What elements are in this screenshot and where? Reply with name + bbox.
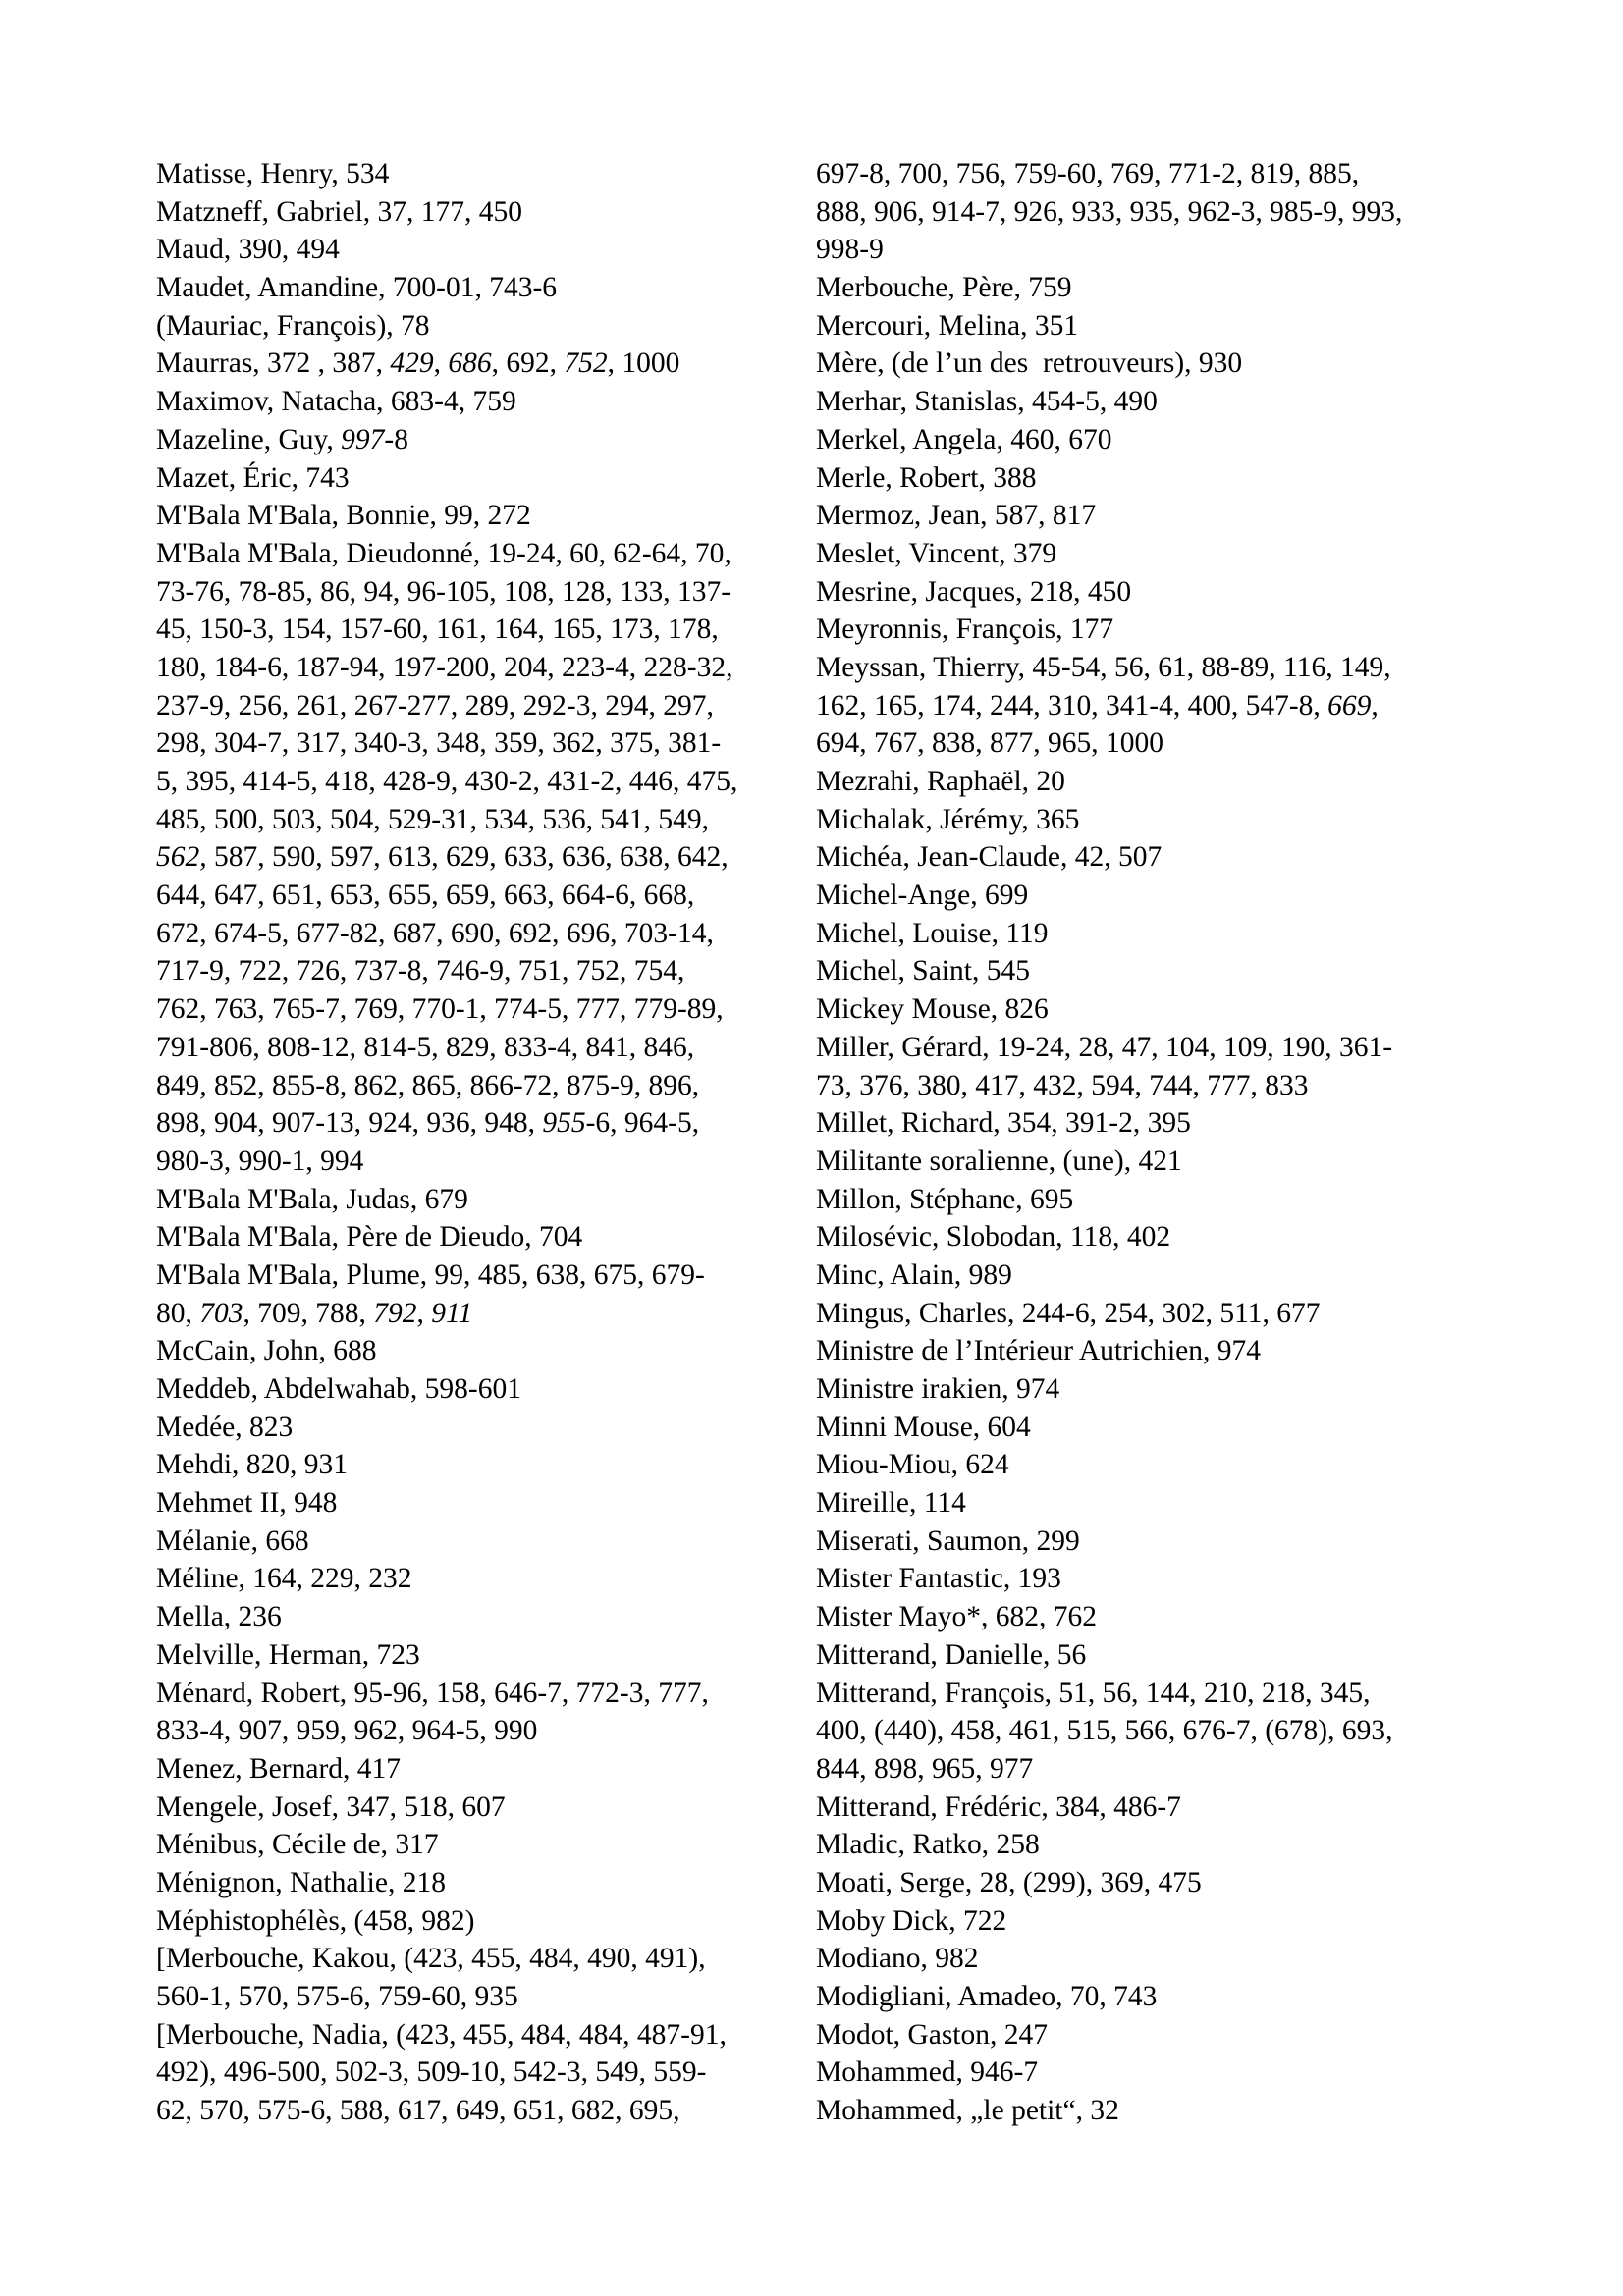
index-page-ref-italic: 752: [564, 347, 608, 380]
index-entry-line: [816, 1295, 1503, 1333]
index-entry-line: [816, 1104, 1503, 1143]
index-entry-line: [816, 231, 1503, 269]
index-entry-line: [156, 1332, 814, 1370]
index-text: [Merbouche, Kakou, (423, 455, 484, 490, 491),: [156, 1943, 706, 1975]
index-text: Meyssan, Thierry, 45-54, 56, 61, 88-89, 116, 149,: [816, 651, 1391, 683]
index-text: Miller, Gérard, 19-24, 28, 47, 104, 109, 190, 361-: [816, 1031, 1393, 1063]
index-text: Meddeb, Abdelwahab, 598-601: [156, 1373, 521, 1405]
index-text: M'Bala M'Bala, Père de Dieudo, 704: [156, 1221, 583, 1254]
index-text: Merhar, Stanislas, 454-5, 490: [816, 386, 1158, 418]
index-text: M'Bala M'Bala, Bonnie, 99, 272: [156, 500, 531, 532]
index-entry-line: [156, 1484, 814, 1522]
index-entry-line: [156, 1826, 814, 1864]
index-text: [Merbouche, Nadia, (423, 455, 484, 484, 487-91,: [156, 2018, 727, 2051]
index-entry-line: [156, 1067, 814, 1105]
index-entry-line: [816, 990, 1503, 1029]
index-text: Minc, Alain, 989: [816, 1258, 1012, 1291]
index-text: 694, 767, 838, 877, 965, 1000: [816, 727, 1163, 760]
index-text: Merle, Robert, 388: [816, 461, 1037, 494]
index-entry-line: [156, 1940, 814, 1978]
index-entry-line: [156, 573, 814, 612]
index-text: Mickey Mouse, 826: [816, 993, 1049, 1026]
index-text: Miserati, Saumon, 299: [816, 1524, 1080, 1557]
index-entry-line: [156, 611, 814, 649]
index-page-ref-italic: ,: [724, 537, 731, 569]
index-text: Modot, Gaston, 247: [816, 2018, 1048, 2051]
index-entry-line: [816, 155, 1503, 193]
index-entry-line: [156, 2054, 814, 2092]
index-text: 73-76, 78-85, 86, 94, 96-105, 108, 128, 133, 137-: [156, 575, 731, 608]
index-entry-line: [816, 535, 1503, 573]
index-entry-line: [816, 611, 1503, 649]
index-text: Mister Mayo*, 682, 762: [816, 1601, 1097, 1633]
index-entry-line: [156, 1636, 814, 1675]
index-text: 587, 590, 597, 613, 629, 633, 636, 638, 642,: [206, 841, 729, 874]
index-entry-line: [156, 459, 814, 498]
index-entry-line: [156, 838, 814, 877]
index-entry-line: [156, 1712, 814, 1750]
index-page-ref-italic: ,: [199, 1069, 207, 1101]
index-text: 672, 674-5, 677-82, 687, 690, 692, 696, 703-14,: [156, 917, 714, 949]
index-entry-line: [156, 1598, 814, 1636]
index-entry-line: [156, 763, 814, 801]
index-text: Mazeline, Guy,: [156, 423, 342, 455]
index-text: Merbouche, Père, 759: [816, 272, 1072, 304]
index-text: Michalak, Jérémy, 365: [816, 803, 1080, 835]
index-text: Michel-Ange, 699: [816, 880, 1029, 912]
index-text: 400, (440), 458, 461, 515, 566, 676-7, (678), 693,: [816, 1715, 1393, 1747]
index-text: 844, 898, 965, 977: [816, 1752, 1034, 1785]
index-entry-line: [816, 193, 1503, 232]
index-entry-line: [816, 1256, 1503, 1295]
index-entry-line: [156, 990, 814, 1029]
index-text: Meyronnis, François, 177: [816, 614, 1114, 646]
index-column-left: [156, 155, 814, 2130]
index-text: -8: [384, 423, 408, 455]
index-entry-line: [816, 307, 1503, 346]
index-entry-line: [156, 1789, 814, 1827]
index-entry-line: [156, 649, 814, 687]
index-text: Ménard, Robert, 95-96, 158, 646-7, 772-3, 777,: [156, 1677, 709, 1709]
index-text: M'Bala M'Bala, Dieudonné, 19-24, 60, 62-64, 70: [156, 537, 725, 569]
index-text: Minni Mouse, 604: [816, 1411, 1031, 1443]
index-text: Mohammed, „le petit“, 32: [816, 2095, 1119, 2127]
index-entry-line: [816, 1826, 1503, 1864]
index-text: Mitterand, Frédéric, 384, 486-7: [816, 1790, 1181, 1823]
index-text: Moati, Serge, 28, (299), 369, 475: [816, 1866, 1202, 1898]
index-entry-line: [156, 1409, 814, 1447]
index-text: 492), 496-500, 502-3, 509-10, 542-3, 549, 559-: [156, 2056, 707, 2089]
index-entry-line: [816, 383, 1503, 421]
index-text: Millet, Richard, 354, 391-2, 395: [816, 1107, 1191, 1140]
index-entry-line: [156, 345, 814, 383]
index-text: 180, 184-6, 187-94, 197-200, 204, 223-4, 228-32,: [156, 651, 733, 683]
index-text: Méline, 164, 229, 232: [156, 1563, 412, 1595]
index-text: 298, 304-7, 317, 340-3, 348, 359, 362, 375, 381-: [156, 727, 722, 760]
index-text: 644, 647, 651, 653, 655, 659, 663, 664-6, 668,: [156, 880, 695, 912]
index-page-ref-italic: 562,: [156, 841, 207, 874]
index-entry-line: [156, 724, 814, 763]
index-page-ref-italic: 686: [448, 347, 492, 380]
index-entry-line: [816, 763, 1503, 801]
index-entry-line: [816, 2054, 1503, 2092]
index-entry-line: [816, 1712, 1503, 1750]
index-text: , 692,: [491, 347, 565, 380]
index-entry-line: [156, 269, 814, 307]
index-entry-line: [816, 1446, 1503, 1484]
index-entry-line: [816, 649, 1503, 687]
index-text: Mazet, Éric, 743: [156, 461, 350, 494]
index-text: Moby Dick, 722: [816, 1904, 1007, 1937]
index-text: Miou-Miou, 624: [816, 1449, 1009, 1481]
index-text: Ministre de l’Intérieur Autrichien, 974: [816, 1335, 1262, 1367]
index-entry-line: [816, 838, 1503, 877]
index-text: Millon, Stéphane, 695: [816, 1183, 1074, 1215]
index-text: , 709, 788,: [243, 1297, 374, 1329]
index-entry-line: [156, 1181, 814, 1219]
index-entry-line: [816, 1029, 1503, 1067]
index-entry-line: [816, 801, 1503, 839]
index-text: 162, 165, 174, 244, 310, 341-4, 400, 547-8,: [816, 689, 1328, 721]
index-entry-line: [156, 1295, 814, 1333]
index-text: Ménignon, Nathalie, 218: [156, 1866, 446, 1898]
index-entry-line: [156, 1675, 814, 1713]
index-text: ,: [416, 1297, 432, 1329]
index-entry-line: [156, 1902, 814, 1941]
index-entry-line: [816, 1181, 1503, 1219]
index-text: M'Bala M'Bala, Judas, 679: [156, 1183, 468, 1215]
index-entry-line: [816, 1409, 1503, 1447]
index-text: Mengele, Josef, 347, 518, 607: [156, 1790, 506, 1823]
index-text: Mohammed, 946-7: [816, 2056, 1039, 2089]
index-text: Maud, 390, 494: [156, 234, 340, 266]
index-entry-line: [156, 497, 814, 535]
index-text: Milosévic, Slobodan, 118, 402: [816, 1221, 1171, 1254]
index-entry-line: [816, 1789, 1503, 1827]
index-entry-line: [816, 1902, 1503, 1941]
index-text: Medée, 823: [156, 1411, 294, 1443]
index-entry-line: [816, 1750, 1503, 1789]
index-page-ref-italic: 703: [199, 1297, 243, 1329]
index-entry-line: [156, 1522, 814, 1561]
index-text: Maudet, Amandine, 700-01, 743-6: [156, 272, 558, 304]
index-text: , 1000: [607, 347, 680, 380]
index-text: Merkel, Angela, 460, 670: [816, 423, 1112, 455]
index-entry-line: [156, 1029, 814, 1067]
index-text: Mesrine, Jacques, 218, 450: [816, 575, 1132, 608]
index-text: Mélanie, 668: [156, 1524, 309, 1557]
index-entry-line: [816, 2092, 1503, 2130]
index-entry-line: [816, 1940, 1503, 1978]
index-text: Militante soralienne, (une), 421: [816, 1145, 1182, 1177]
index-entry-line: [156, 155, 814, 193]
index-entry-line: [816, 1978, 1503, 2016]
index-entry-line: [816, 1143, 1503, 1181]
index-page-ref-italic: 955: [542, 1107, 586, 1140]
index-text: Mehdi, 820, 931: [156, 1449, 349, 1481]
index-entry-line: [156, 535, 814, 573]
index-text: Menez, Bernard, 417: [156, 1752, 402, 1785]
index-text: Maurras, 372 , 387,: [156, 347, 391, 380]
index-entry-line: [816, 724, 1503, 763]
index-text: M'Bala M'Bala, Plume, 99, 485, 638, 675, 679-: [156, 1258, 705, 1291]
index-text: Mercouri, Melina, 351: [816, 309, 1079, 342]
index-entry-line: [816, 421, 1503, 459]
index-text: 62, 570, 575-6, 588, 617, 649, 651, 682, 695,: [156, 2095, 680, 2127]
index-entry-line: [816, 345, 1503, 383]
index-entry-line: [156, 1370, 814, 1409]
index-text: 980-3, 990-1, 994: [156, 1145, 364, 1177]
index-entry-line: [156, 2092, 814, 2130]
index-text: 45, 150-3, 154, 157-60, 161, 164, 165, 173, 178,: [156, 614, 719, 646]
index-text: 717-9, 722, 726, 737-8, 746-9, 751, 752, 754,: [156, 955, 685, 988]
index-entry-line: [156, 2016, 814, 2055]
index-text: Modigliani, Amadeo, 70, 743: [816, 1981, 1158, 2012]
index-text: 888, 906, 914-7, 926, 933, 935, 962-3, 985-9, 993,: [816, 195, 1403, 228]
index-text: McCain, John, 688: [156, 1335, 377, 1367]
index-entry-line: [816, 1067, 1503, 1105]
index-text: 5, 395, 414-5, 418, 428-9, 430-2, 431-2, 446, 475,: [156, 766, 738, 797]
index-entry-line: [816, 2016, 1503, 2055]
index-text: Mehmet II, 948: [156, 1487, 338, 1520]
index-entry-line: [816, 1675, 1503, 1713]
index-text: Mella, 236: [156, 1601, 282, 1633]
index-text: ,: [433, 347, 449, 380]
index-text: Melville, Herman, 723: [156, 1638, 420, 1671]
index-entry-line: [156, 1978, 814, 2016]
index-text: 791-806, 808-12, 814-5, 829, 833-4, 841, 846,: [156, 1031, 695, 1063]
index-entry-line: [156, 1560, 814, 1598]
index-entry-line: [816, 877, 1503, 915]
index-text: Ménibus, Cécile de, 317: [156, 1829, 439, 1861]
index-text: Michel, Saint, 545: [816, 955, 1030, 988]
index-text: Maximov, Natacha, 683-4, 759: [156, 386, 516, 418]
index-text: Ministre irakien, 974: [816, 1373, 1060, 1405]
index-text: Mister Fantastic, 193: [816, 1563, 1061, 1595]
index-entry-line: [816, 573, 1503, 612]
index-text: (Mauriac, François), 78: [156, 309, 430, 342]
index-text: Mitterand, Danielle, 56: [816, 1638, 1087, 1671]
index-entry-line: [156, 1446, 814, 1484]
index-entry-line: [816, 1484, 1503, 1522]
index-text: Meslet, Vincent, 379: [816, 537, 1057, 569]
index-text: Mezrahi, Raphaël, 20: [816, 766, 1065, 797]
index-text: 849: [156, 1069, 200, 1101]
index-page-ref-italic: 792: [373, 1297, 417, 1329]
index-entry-line: [816, 1218, 1503, 1256]
index-text: 80,: [156, 1297, 200, 1329]
index-entry-line: [816, 1370, 1503, 1409]
index-entry-line: [156, 1256, 814, 1295]
index-text: 237-9, 256, 261, 267-277, 289, 292-3, 294, 297,: [156, 689, 714, 721]
index-text: Mireille, 114: [816, 1487, 966, 1520]
index-text: Matisse, Henry, 534: [156, 158, 390, 189]
index-entry-line: [156, 915, 814, 953]
index-entry-line: [816, 952, 1503, 990]
index-entry-line: [156, 1864, 814, 1902]
index-entry-line: [156, 1104, 814, 1143]
index-entry-line: [816, 497, 1503, 535]
index-entry-line: [156, 1218, 814, 1256]
index-entry-line: [156, 1143, 814, 1181]
index-entry-line: [156, 231, 814, 269]
index-entry-line: [156, 801, 814, 839]
index-text: 762, 763, 765-7, 769, 770-1, 774-5, 777, 779-89,: [156, 993, 724, 1026]
index-entry-line: [156, 383, 814, 421]
index-text: Michel, Louise, 119: [816, 917, 1049, 949]
index-text: -6, 964-5,: [585, 1107, 700, 1140]
index-text: 697-8, 700, 756, 759-60, 769, 771-2, 819, 885,: [816, 158, 1360, 189]
index-entry-line: [156, 952, 814, 990]
index-text: Matzneff, Gabriel, 37, 177, 450: [156, 195, 523, 228]
index-text: 560-1, 570, 575-6, 759-60, 935: [156, 1981, 518, 2012]
index-entry-line: [816, 1864, 1503, 1902]
index-text: Méphistophélès, (458, 982): [156, 1904, 475, 1937]
index-text: Mère, (de l’un des retrouveurs), 930: [816, 347, 1243, 380]
index-text: Michéa, Jean-Claude, 42, 507: [816, 841, 1163, 874]
index-entry-line: [816, 1560, 1503, 1598]
index-text: 852, 855-8, 862, 865, 866-72, 875-9, 896,: [206, 1069, 700, 1101]
index-text: 73, 376, 380, 417, 432, 594, 744, 777, 833: [816, 1069, 1309, 1101]
index-entry-line: [156, 1750, 814, 1789]
index-entry-line: [816, 1332, 1503, 1370]
index-entry-line: [816, 1598, 1503, 1636]
index-entry-line: [156, 421, 814, 459]
index-page-ref-italic: 997: [341, 423, 385, 455]
index-entry-line: [816, 687, 1503, 725]
index-text: Mermoz, Jean, 587, 817: [816, 500, 1097, 532]
index-entry-line: [156, 307, 814, 346]
index-text: 833-4, 907, 959, 962, 964-5, 990: [156, 1715, 538, 1747]
index-page-ref-italic: 669: [1327, 689, 1372, 721]
index-entry-line: [816, 459, 1503, 498]
index-text: ,: [1371, 689, 1379, 721]
index-text: Mladic, Ratko, 258: [816, 1829, 1040, 1861]
index-text: Mingus, Charles, 244-6, 254, 302, 511, 677: [816, 1297, 1321, 1329]
index-entry-line: [156, 687, 814, 725]
index-entry-line: [156, 193, 814, 232]
index-text: Modiano, 982: [816, 1943, 979, 1975]
index-entry-line: [816, 1522, 1503, 1561]
index-page-ref-italic: 429: [390, 347, 434, 380]
index-column-right: [816, 155, 1503, 2130]
index-entry-line: [816, 915, 1503, 953]
index-text: 898, 904, 907-13, 924, 936, 948,: [156, 1107, 543, 1140]
index-entry-line: [156, 877, 814, 915]
index-text: 485, 500, 503, 504, 529-31, 534, 536, 541, 549,: [156, 803, 709, 835]
index-text: 998-9: [816, 234, 884, 266]
index-text: Mitterand, François, 51, 56, 144, 210, 218, 345,: [816, 1677, 1371, 1709]
index-entry-line: [816, 1636, 1503, 1675]
index-entry-line: [816, 269, 1503, 307]
index-page-ref-italic: 911: [431, 1297, 473, 1329]
